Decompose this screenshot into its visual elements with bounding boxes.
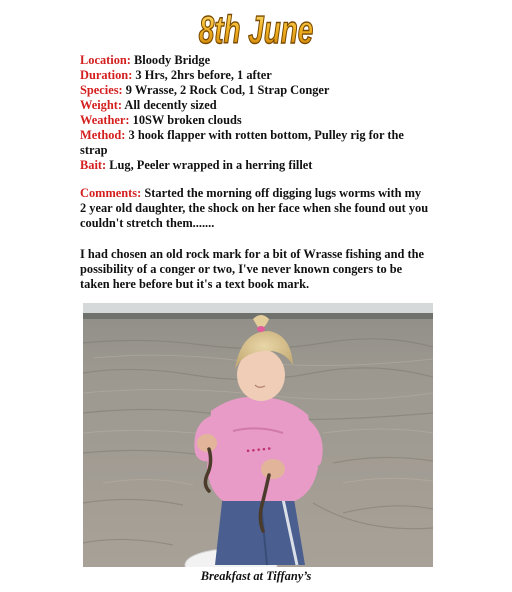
detail-weight: Weight: All decently sized xyxy=(80,98,217,112)
page-title-graphic xyxy=(186,6,326,52)
page-title: 8th June xyxy=(198,8,314,52)
comments-paragraph: Comments: Started the morning off digging lugs worms with my 2 year old daughter, the shock on her face when she found out you couldn't stretch them....... xyxy=(80,186,429,230)
photo-caption: Breakfast at Tiffany’s xyxy=(200,569,312,583)
photo-girl-holding-worms xyxy=(83,303,433,567)
svg-text:•••••: ••••• xyxy=(245,444,273,458)
page-title-banner xyxy=(0,6,512,52)
trip-report xyxy=(80,53,430,292)
detail-method: Method: 3 hook flapper with rotten bottom, Pulley rig for the strap xyxy=(80,128,404,157)
comments-paragraph-2: I had chosen an old rock mark for a bit of Wrasse fishing and the possibility of a conger or two, I've never known congers to be taken here before but it's a text book mark. xyxy=(80,247,425,291)
detail-bait: Bait: Lug, Peeler wrapped in a herring fillet xyxy=(80,158,313,172)
beach-photo xyxy=(83,303,433,567)
detail-location: Location: Bloody Bridge xyxy=(80,53,211,67)
detail-duration: Duration: 3 Hrs, 2hrs before, 1 after xyxy=(80,68,272,82)
detail-weather: Weather: 10SW broken clouds xyxy=(80,113,242,127)
detail-species: Species: 9 Wrasse, 2 Rock Cod, 1 Strap Conger xyxy=(80,83,330,97)
